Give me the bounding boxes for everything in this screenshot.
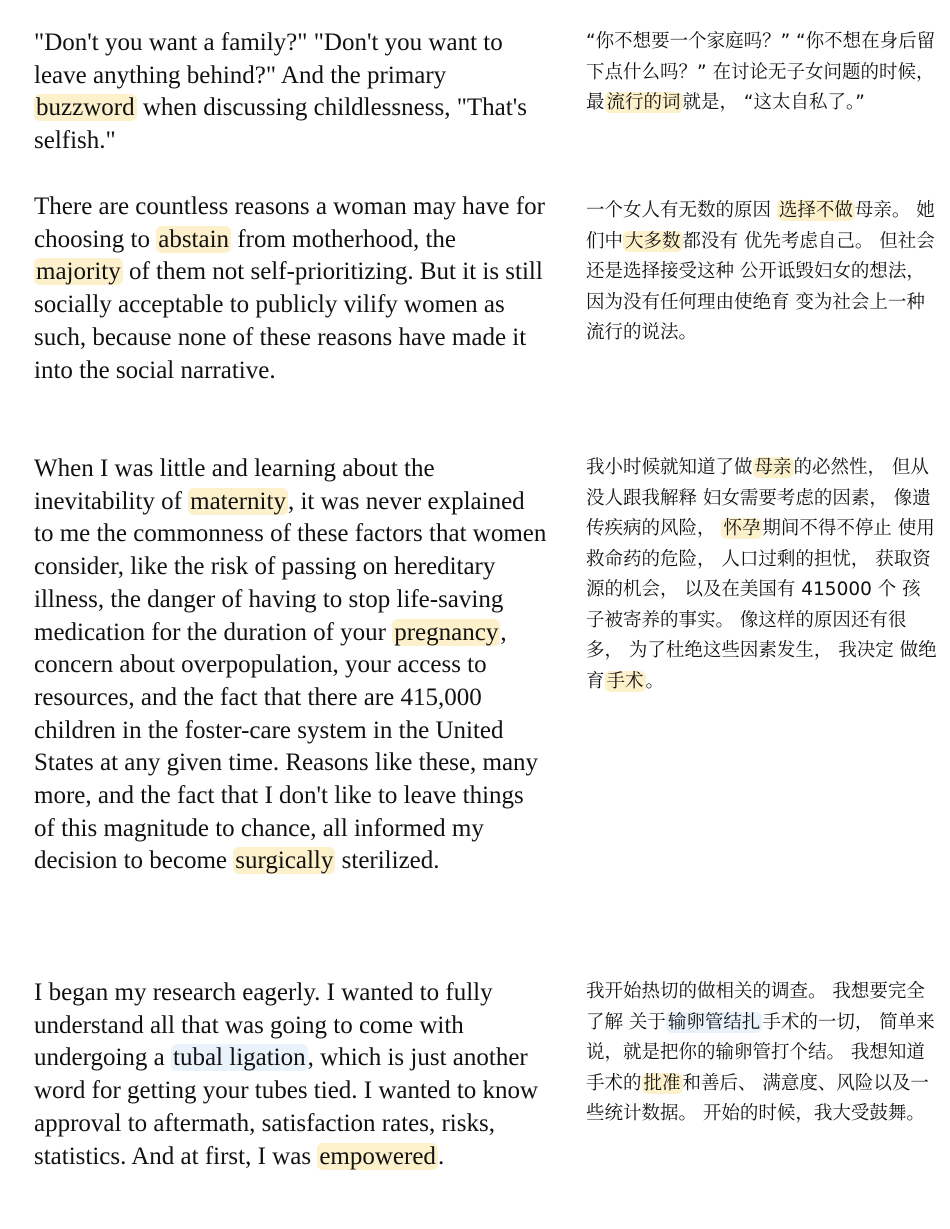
text-span: I began my research eagerly. I wanted to fully understand all that was going to come with undergoing a (34, 979, 493, 1072)
text-span: 。 (645, 670, 665, 692)
text-span: “你不想要一个家庭吗？” “你不想在身后留下点什么吗？” 在讨论无子女问题的时候， 最 (586, 31, 936, 113)
highlighted-term[interactable]: 选择不做 (778, 200, 853, 221)
text-span: , concern about overpopulation, your access to resources, and the fact that there are 415,000 children in the foster-care system in the United States at any given time. Reasons like these, many more, and the fact that I don't like to leave things of this magnitude to chance, all informed my decision to become (34, 618, 539, 875)
chinese-paragraph (586, 977, 938, 1130)
highlighted-term[interactable]: abstain (158, 225, 230, 253)
text-span: of them not self-prioritizing. But it is still socially acceptable to publicly vilify women as such, because none of these reasons have made it into the social narrative. (34, 258, 543, 384)
text-span: 的必然性， 但从没人跟我解释 妇女需要考虑的因素， 像遗传疾病的风险， (586, 457, 931, 539)
english-paragraph (34, 453, 549, 878)
highlighted-term[interactable]: pregnancy (394, 618, 499, 646)
text-span: 都没有 优先考虑自己。 但社会还是选择接受这种 公开诋毁妇女的想法， 因为没有任何理由使绝育 变为社会上一种流行的说法。 (586, 230, 935, 343)
highlighted-term[interactable]: 母亲 (754, 457, 792, 478)
text-span: When I was little and learning about the inevitability of (34, 455, 435, 515)
highlighted-term[interactable]: tubal ligation (173, 1044, 306, 1072)
english-paragraph (34, 27, 549, 158)
highlighted-term[interactable]: majority (36, 258, 121, 286)
chinese-paragraph (586, 27, 938, 119)
highlighted-term[interactable]: 批准 (643, 1072, 681, 1094)
text-span: from motherhood, the (231, 225, 456, 253)
text-span: 手术的一切， 简单来说，就是把你的输卵管打个结。 我想知道手术的 (586, 1011, 935, 1094)
text-span: when discussing childlessness, "That's selfish." (34, 94, 527, 155)
text-span: There are countless reasons a woman may have for choosing to (34, 193, 545, 253)
text-span: 我开始热切的做相关的调查。 我想要完全了解 关于 (586, 981, 925, 1033)
highlighted-term[interactable]: empowered (319, 1142, 436, 1170)
highlighted-term[interactable]: 输卵管结扎 (667, 1011, 761, 1033)
text-span: sterilized. (335, 847, 440, 875)
highlighted-term[interactable]: surgically (235, 847, 334, 875)
english-paragraph (34, 191, 549, 387)
text-span: . (437, 1142, 445, 1170)
text-span: 母亲。 她们中 (586, 200, 935, 252)
highlighted-term[interactable]: 手术 (606, 670, 644, 692)
highlighted-term[interactable]: 怀孕 (723, 518, 761, 539)
text-span: 期间不得不停止 使用救命药的危险， 人口过剩的担忧， 获取资源的机会， 以及在美国有 415000 个 孩子被寄养的事实。 像这样的原因还有很多， 为了杜绝这些因素发生， 我决定 做绝育 (586, 518, 937, 692)
english-paragraph (34, 977, 549, 1173)
highlighted-term[interactable]: 流行的词 (606, 92, 681, 113)
text-span: 一个女人有无数的原因 (586, 200, 777, 221)
text-span: , which is just another word for getting your tubes tied. I wanted to know approval to aftermath, satisfaction rates, risks, statistics. And at first, I was (34, 1044, 539, 1170)
highlighted-term[interactable]: 大多数 (625, 230, 681, 252)
text-span: 就是， “这太自私了。” (682, 92, 865, 113)
text-span: "Don't you want a family?" "Don't you want to leave anything behind?" And the primary (34, 29, 503, 89)
text-span: , it was never explained to me the commonness of these factors that women consider, like the risk of passing on hereditary illness, the danger of having to stop life-saving medication for the duration of your (34, 487, 547, 646)
chinese-paragraph (586, 196, 938, 349)
highlighted-term[interactable]: buzzword (36, 94, 135, 122)
text-span: 我小时候就知道了做 (586, 457, 753, 478)
text-span: 和善后、 满意度、风险以及一些统计数据。 开始的时候，我大受鼓舞。 (586, 1072, 929, 1124)
highlighted-term[interactable]: maternity (190, 487, 286, 515)
chinese-paragraph (586, 453, 938, 697)
